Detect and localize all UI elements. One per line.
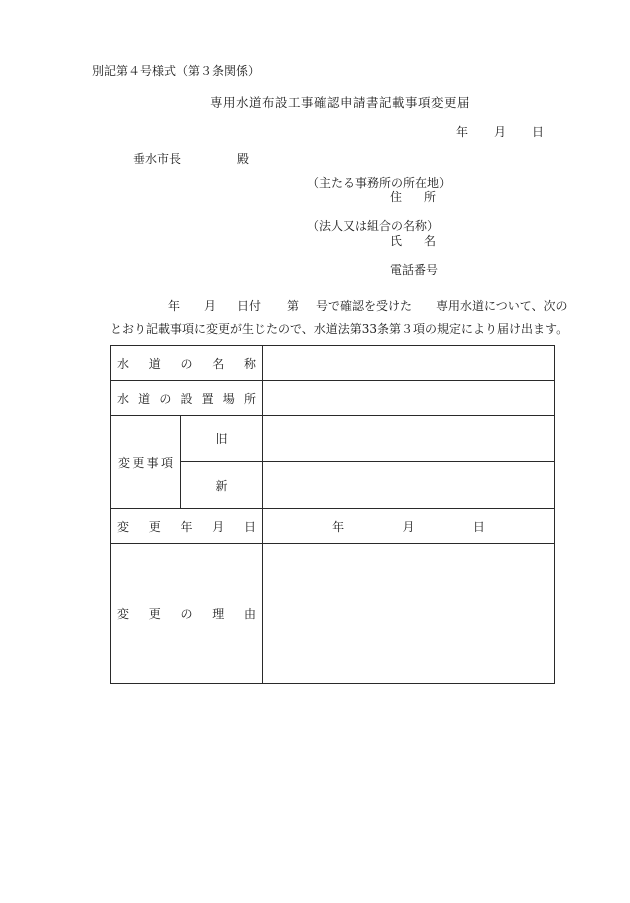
phone-label: 電話番号 xyxy=(390,263,439,277)
year-label: 年 xyxy=(456,125,469,139)
row-location xyxy=(111,381,555,416)
body-continuation: 専用水道について、次の xyxy=(436,299,568,313)
value-old[interactable] xyxy=(263,416,555,462)
change-notification-table xyxy=(110,345,555,684)
value-change-date[interactable]: 年 月 日 xyxy=(263,509,555,544)
row-change-old xyxy=(111,416,555,462)
day-label: 日 xyxy=(531,125,544,139)
label-water-name: 水 道 の 名 称 xyxy=(111,346,263,381)
office-location-note: （主たる事務所の所在地） xyxy=(307,176,452,190)
value-reason[interactable] xyxy=(263,544,555,684)
label-old: 旧 xyxy=(181,416,263,462)
corporate-name-note: （法人又は組合の名称） xyxy=(307,219,440,233)
name-label: 氏 名 xyxy=(390,234,436,248)
label-change-items: 変 更 事 項 xyxy=(111,416,181,509)
body-month: 月 xyxy=(204,299,217,313)
label-reason: 変 更 の 理 由 xyxy=(111,544,263,684)
addressee-mayor: 垂水市長 xyxy=(133,152,182,166)
body-line-2: とおり記載事項に変更が生じたので、水道法第33条第３項の規定により届け出ます。 xyxy=(110,322,569,336)
value-water-name[interactable] xyxy=(263,346,555,381)
submission-date xyxy=(456,125,544,139)
body-number-suffix: 号で確認を受けた xyxy=(316,299,413,313)
month-label: 月 xyxy=(493,125,506,139)
address-label: 住 所 xyxy=(390,190,436,204)
row-change-date xyxy=(111,509,555,544)
row-reason xyxy=(111,544,555,684)
body-year: 年 xyxy=(168,299,181,313)
row-water-name xyxy=(111,346,555,381)
label-location: 水 道 の 設 置 場 所 xyxy=(111,381,263,416)
body-day: 日付 xyxy=(237,299,262,313)
value-new[interactable] xyxy=(263,462,555,509)
body-number-prefix: 第 xyxy=(287,299,300,313)
label-new: 新 xyxy=(181,462,263,509)
form-title: 専用水道布設工事確認申請書記載事項変更届 xyxy=(210,95,471,110)
form-number: 別記第４号様式（第３条関係） xyxy=(92,64,261,78)
addressee-honorific: 殿 xyxy=(237,152,250,166)
value-location[interactable] xyxy=(263,381,555,416)
label-change-date: 変 更 年 月 日 xyxy=(111,509,263,544)
